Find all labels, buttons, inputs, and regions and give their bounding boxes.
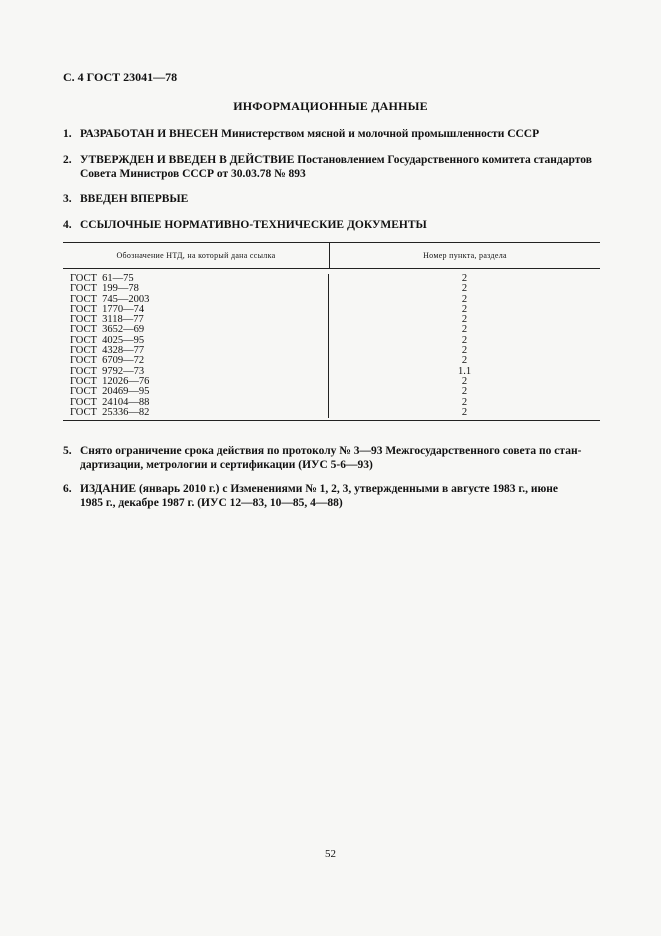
item-number: 5. — [63, 445, 72, 457]
designation-column — [63, 274, 329, 418]
clause-column — [329, 274, 600, 418]
item-text: Снято ограничение срока действия по протоколу № 3—93 Межгосударственного совета по стан- — [80, 445, 582, 457]
page-number: 52 — [325, 848, 336, 860]
table-cell-clause: 2 — [461, 396, 468, 408]
table-cell-designation: ГОСТ 1770—74 — [70, 303, 145, 315]
table-cell-designation: ГОСТ 24104—88 — [70, 396, 150, 408]
item-number: 2. — [63, 154, 72, 166]
item-lead: РАЗРАБОТАН И ВНЕСЕН — [80, 128, 219, 140]
item-number: 3. — [63, 193, 72, 205]
item-number: 6. — [63, 483, 72, 495]
table-cell-designation: ГОСТ 745—2003 — [70, 293, 150, 305]
header-designation: Обозначение НТД, на который дана ссылка — [63, 243, 330, 268]
table-cell-designation: ГОСТ 20469—95 — [70, 386, 150, 398]
table-cell-clause: 2 — [461, 345, 468, 357]
item-1 — [63, 127, 603, 141]
item-3 — [63, 192, 603, 206]
table-cell-designation: ГОСТ 25336—82 — [70, 406, 150, 418]
item-number: 4. — [63, 219, 72, 231]
item-6 — [63, 482, 603, 510]
table-cell-clause: 2 — [461, 324, 468, 336]
table-cell-clause: 2 — [461, 303, 468, 315]
table-cell-designation: ГОСТ 6709—72 — [70, 355, 145, 367]
page-header: С. 4 ГОСТ 23041—78 — [63, 70, 178, 84]
item-text: Постановлением Государственного комитета стандартов — [294, 154, 592, 166]
table-cell-designation: ГОСТ 61—75 — [70, 273, 134, 284]
item-lead: УТВЕРЖДЕН И ВВЕДЕН В ДЕЙСТВИЕ — [80, 154, 295, 166]
table-cell-clause: 2 — [461, 334, 468, 346]
item-continuation: дартизации, метрологии и сертификации (ИУС 5-6—93) — [80, 459, 373, 471]
table-cell-clause: 2 — [461, 406, 468, 418]
item-continuation: 1985 г., декабре 1987 г. (ИУС 12—83, 10—85, 4—88) — [80, 497, 343, 509]
table-cell-clause: 1.1 — [457, 365, 472, 377]
table-cell-clause: 2 — [461, 375, 468, 387]
table-cell-clause: 2 — [461, 314, 468, 326]
table-cell-designation: ГОСТ 199—78 — [70, 283, 139, 295]
table-cell-clause: 2 — [461, 355, 468, 367]
item-number: 1. — [63, 128, 72, 140]
table-cell-clause: 2 — [461, 293, 468, 305]
table-cell-designation: ГОСТ 3652—69 — [70, 324, 145, 336]
item-2 — [63, 153, 603, 181]
table-cell-clause: 2 — [461, 273, 468, 284]
table-body — [63, 269, 600, 420]
item-continuation: Совета Министров СССР от 30.03.78 № 893 — [80, 168, 306, 180]
item-lead: ВВЕДЕН ВПЕРВЫЕ — [80, 193, 189, 205]
table-header — [63, 243, 600, 269]
item-lead: ССЫЛОЧНЫЕ НОРМАТИВНО-ТЕХНИЧЕСКИЕ ДОКУМЕНТЫ — [80, 219, 427, 231]
table-cell-designation: ГОСТ 4328—77 — [70, 345, 145, 357]
table-cell-designation: ГОСТ 4025—95 — [70, 334, 145, 346]
item-4 — [63, 218, 603, 232]
table-cell-designation: ГОСТ 12026—76 — [70, 375, 150, 387]
item-5 — [63, 444, 603, 472]
table-cell-designation: ГОСТ 9792—73 — [70, 365, 145, 377]
table-cell-clause: 2 — [461, 283, 468, 295]
table-cell-designation: ГОСТ 3118—77 — [70, 314, 144, 326]
item-lead: ИЗДАНИЕ — [80, 483, 137, 495]
header-clause: Номер пункта, раздела — [423, 251, 507, 260]
table-cell-clause: 2 — [461, 386, 468, 398]
section-title: ИНФОРМАЦИОННЫЕ ДАННЫЕ — [233, 99, 428, 113]
reference-table — [63, 242, 600, 421]
item-text: Министерством мясной и молочной промышленности СССР — [218, 128, 540, 140]
item-text: (январь 2010 г.) с Изменениями № 1, 2, 3, утвержденными в августе 1983 г., июне — [136, 483, 559, 495]
